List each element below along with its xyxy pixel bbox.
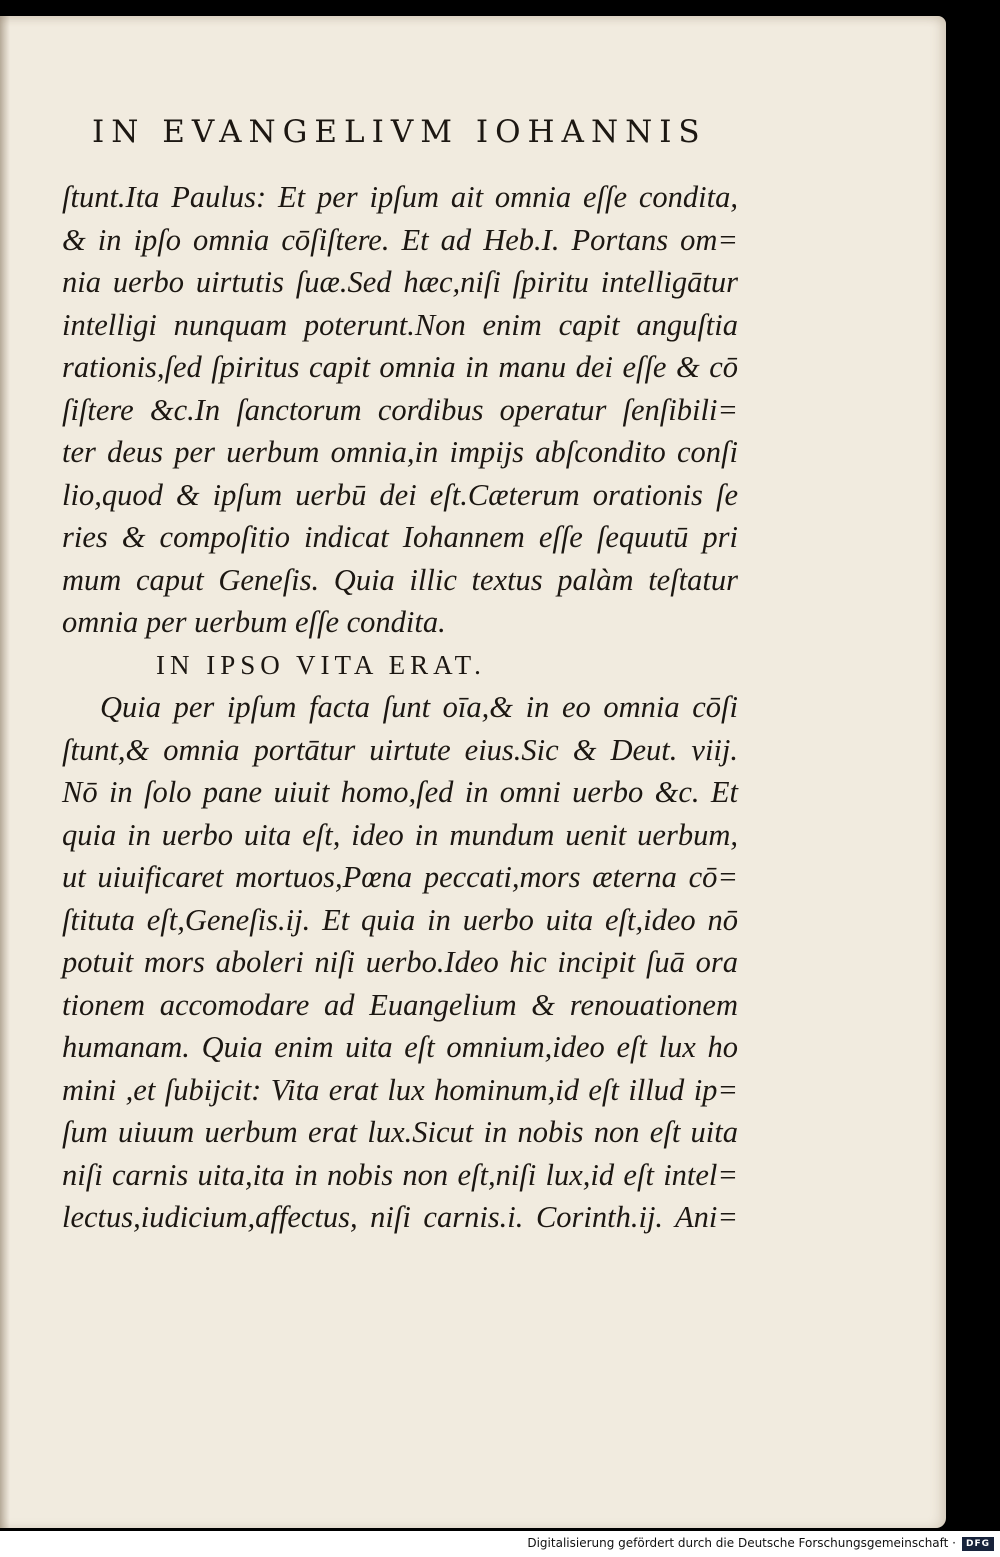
text-line: intelligi nunquam poterunt.Non enim capit anguſtia [62, 307, 738, 342]
section-heading: IN IPSO VITA ERAT. [156, 649, 486, 680]
dfg-logo: DFG [962, 1537, 994, 1551]
running-head: IN EVANGELIVM IOHANNIS [92, 114, 707, 150]
text-line: niſi carnis uita,ita in nobis non eſt,niſi lux,id eſt intel= [62, 1157, 738, 1192]
text-line: mum caput Geneſis. Quia illic textus palàm teſtatur [62, 562, 738, 597]
text-line: & in ipſo omnia cōſiſtere. Et ad Heb.I. Portans om= [62, 222, 738, 257]
text-line: ut uiuificaret mortuos,Pœna peccati,mors æterna cō= [62, 860, 738, 894]
book-page [0, 16, 946, 1528]
text-line: ſiſtere &c.In ſanctorum cordibus operatur ſenſibili= [62, 392, 738, 427]
text-line: mini ,et ſubijcit: Vita erat lux hominum,id eſt illud ip= [62, 1072, 738, 1107]
text-block [62, 176, 738, 1239]
text-line: ſtunt.Ita Paulus: Et per ipſum ait omnia eſſe condita, [62, 180, 738, 214]
text-line: ter deus per uerbum omnia,in impijs abſcondito conſi [62, 435, 738, 469]
text-line: potuit mors aboleri niſi uerbo.Ideo hic incipit ſuā ora [62, 945, 738, 979]
funding-credit: Digitalisierung gefördert durch die Deutsche Forschungsgemeinschaft · [527, 1536, 956, 1550]
text-line: ſum uiuum uerbum erat lux.Sicut in nobis non eſt uita [62, 1115, 738, 1149]
text-line: ſtituta eſt,Geneſis.ij. Et quia in uerbo uita eſt,ideo nō [62, 902, 738, 937]
text-line: nia uerbo uirtutis ſuæ.Sed hæc,niſi ſpiritu intelligātur [62, 265, 738, 299]
text-line: omnia per uerbum eſſe condita. [62, 605, 446, 639]
text-line: Quia per ipſum facta ſunt oīa,& in eo omnia cōſi [100, 690, 738, 724]
text-line: ries & compoſitio indicat Iohannem eſſe ſequutū pri [62, 520, 738, 554]
footer-bar [0, 1531, 1000, 1557]
text-line: Nō in ſolo pane uiuit homo,ſed in omni uerbo &c. Et [62, 775, 738, 809]
text-line: rationis,ſed ſpiritus capit omnia in manu dei eſſe & cō [62, 350, 738, 384]
text-line: quia in uerbo uita eſt, ideo in mundum uenit uerbum, [62, 817, 738, 852]
text-line: lectus,iudicium,affectus, niſi carnis.i. Corinth.ij. Ani= [62, 1200, 738, 1234]
text-line: lio,quod & ipſum uerbū dei eſt.Cæterum orationis ſe [62, 477, 738, 512]
text-line: ſtunt,& omnia portātur uirtute eius.Sic & Deut. viij. [62, 732, 738, 767]
page-gutter-shadow [0, 16, 10, 1528]
text-line: tionem accomodare ad Euangelium & renouationem [62, 987, 738, 1022]
text-line: humanam. Quia enim uita eſt omnium,ideo eſt lux ho [62, 1030, 738, 1064]
